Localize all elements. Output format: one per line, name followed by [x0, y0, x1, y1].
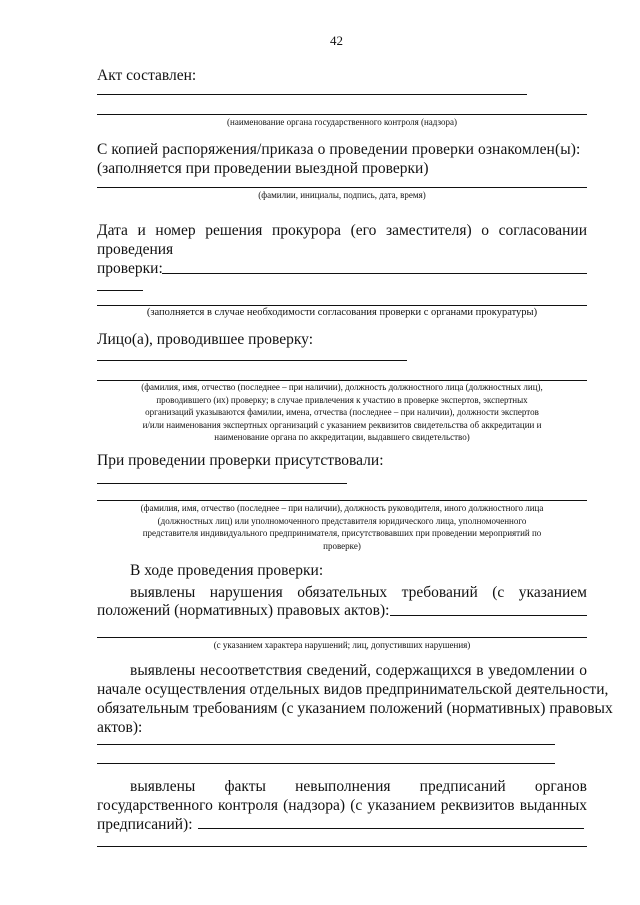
- act-compiled-line-1: [97, 94, 527, 95]
- inspector-line-1: [97, 360, 407, 361]
- violations-caption: (с указанием характера нарушений; лиц, допустивших нарушения): [213, 640, 471, 650]
- orders-full-line: [97, 846, 587, 847]
- prosecutor-line-2: проведения: [97, 241, 174, 258]
- inspector-caption: (фамилия, имя, отчество (последнее – при наличии), должность должностного лица (должностных лиц), проводившего (их) проверку; в случае привлечения к участию в проверке экспертов, экспертных организаций указываются фамилии, имена, отчества (последнее – при наличии), должности экспертов и/или наименования экспертных организаций с указанием реквизитов свидетельства об аккредитации и наименование органа по аккредитации, выдавшего свидетельство): [141, 382, 543, 442]
- prosecutor-fill-line: [162, 273, 587, 274]
- prosecutor-short-line: [97, 290, 143, 291]
- present-caption: (фамилия, имя, отчество (последнее – при наличии), должность руководителя, иного должностного лица (должностных лиц) или уполномоченного представителя юридического лица, уполномоченного представителя индивидуального предпринимателя, присутствовавших при проведении мероприятий по проверке): [140, 503, 544, 551]
- mismatch-line-2: начале осуществления отдельных видов предпринимательской деятельности,: [97, 681, 609, 698]
- orders-line-2: государственного контроля (надзора) (с указанием реквизитов выданных: [97, 797, 587, 814]
- act-compiled-label: Акт составлен:: [97, 67, 197, 84]
- present-line-2: [97, 500, 587, 501]
- orders-line-3: предписаний):: [97, 816, 193, 833]
- inspector-label: Лицо(а), проводившее проверку:: [97, 331, 314, 348]
- copy-order-line-2: (заполняется при проведении выездной проверки): [97, 160, 429, 177]
- present-line-1: [97, 483, 347, 484]
- orders-line-1: выявлены факты невыполнения предписаний органов: [130, 778, 587, 795]
- prosecutor-line-1: Дата и номер решения прокурора (его заместителя) о согласовании: [97, 222, 587, 239]
- orders-fill-line: [198, 828, 584, 829]
- mismatch-line-3: обязательным требованиям (с указанием положений (нормативных) правовых: [97, 700, 613, 717]
- page-number: 42: [330, 33, 343, 48]
- mismatch-fill-line-2: [97, 763, 555, 764]
- mismatch-line-4: актов):: [97, 719, 143, 736]
- act-compiled-caption: (наименование органа государственного контроля (надзора): [227, 117, 457, 127]
- violations-line-2: положений (нормативных) правовых актов):: [97, 602, 390, 619]
- violations-line: [97, 637, 587, 638]
- copy-order-line: [97, 187, 587, 188]
- act-compiled-line-2: [97, 114, 587, 115]
- findings-heading: В ходе проведения проверки:: [130, 562, 324, 579]
- prosecutor-caption: (заполняется в случае необходимости согласования проверки с органами прокуратуры): [146, 307, 538, 318]
- prosecutor-line-3: проверки:: [97, 260, 163, 277]
- violations-fill-line: [390, 615, 587, 616]
- present-label: При проведении проверки присутствовали:: [97, 452, 384, 469]
- copy-order-caption: (фамилии, инициалы, подпись, дата, время): [258, 190, 426, 200]
- violations-line-1: выявлены нарушения обязательных требований (с указанием: [130, 584, 587, 601]
- mismatch-fill-line-1: [97, 744, 555, 745]
- mismatch-line-1: выявлены несоответствия сведений, содержащихся в уведомлении о: [130, 662, 587, 679]
- prosecutor-full-line: [97, 305, 587, 306]
- copy-order-line-1: С копией распоряжения/приказа о проведении проверки ознакомлен(ы):: [97, 141, 581, 158]
